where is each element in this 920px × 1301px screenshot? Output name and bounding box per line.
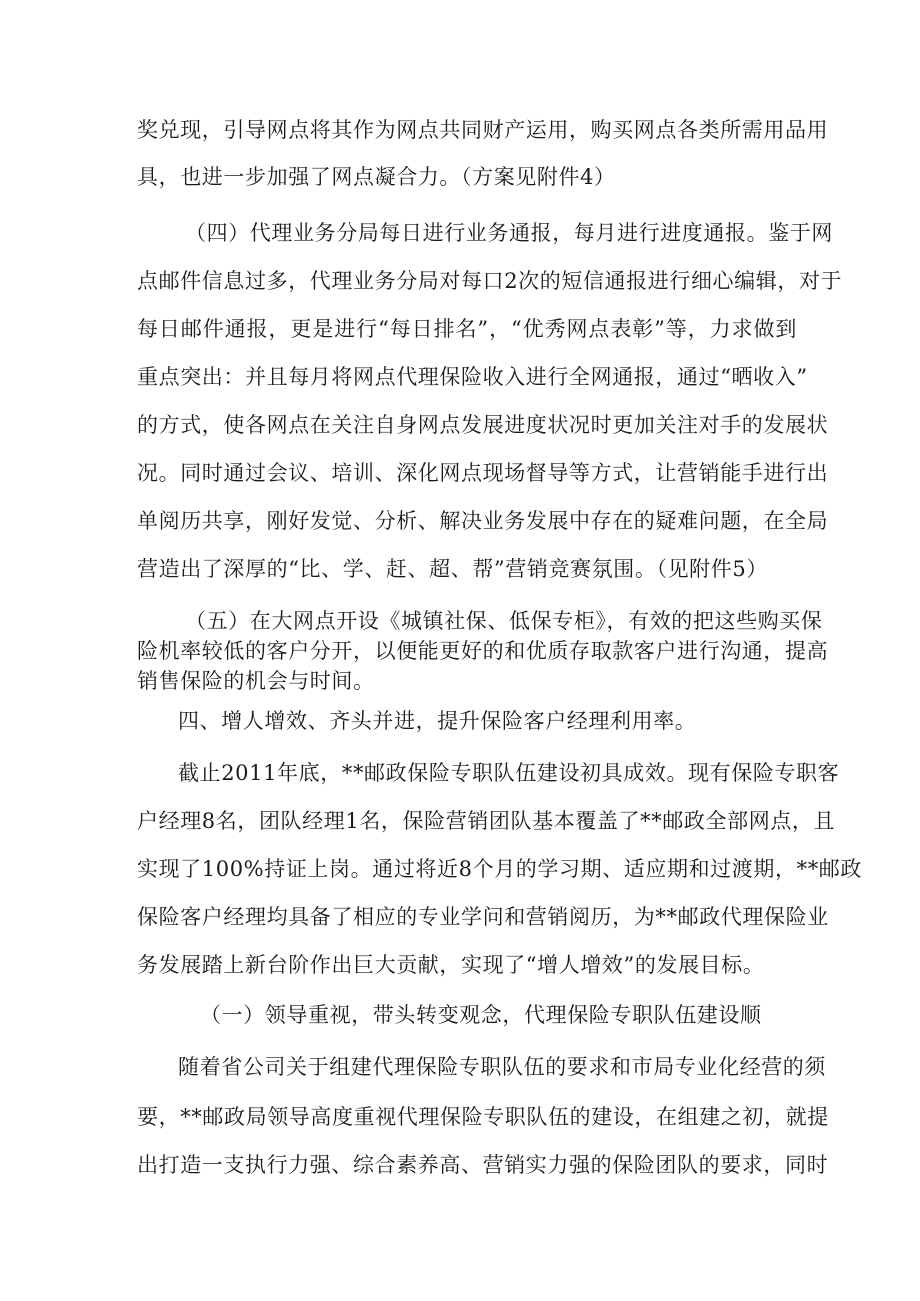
paragraph-line: 要，**邮政局领导高度重视代理保险专职队伍的建设，在组建之初，就提 <box>137 1105 829 1129</box>
paragraph-line: 每日邮件通报，更是进行“每日排名”，“优秀网点表彰”等，力求做到 <box>137 317 797 341</box>
subsection-heading: （一）领导重视，带头转变观念，代理保险专职队伍建设顺 <box>200 1003 762 1027</box>
paragraph-line: 截止2011年底，**邮政保险专职队伍建设初具成效。现有保险专职客 <box>178 761 840 785</box>
paragraph-line: 险机率较低的客户分开，以便能更好的和优质存取款客户进行沟通，提高 <box>137 639 829 663</box>
paragraph-line: 实现了100%持证上岗。通过将近8个月的学习期、适应期和过渡期，**邮政 <box>137 857 862 881</box>
paragraph-line: 出打造一支执行力强、综合素养高、营销实力强的保险团队的要求，同时 <box>137 1153 829 1177</box>
paragraph-line: （五）在大网点开设《城镇社保、低保专柜》，有效的把这些购买保 <box>185 609 823 633</box>
paragraph-line: 点邮件信息过多，代理业务分局对每口2次的短信通报进行细心编辑，对于 <box>137 269 843 293</box>
paragraph-line: 的方式，使各网点在关注自身网点发展进度状况时更加关注对手的发展状 <box>137 413 829 437</box>
paragraph-line: 营造出了深厚的“比、学、赶、超、帮”营销竞赛氛围。（见附件5） <box>137 557 768 581</box>
paragraph-line: 销售保险的机会与时间。 <box>137 669 375 693</box>
paragraph-line: 保险客户经理均具备了相应的专业学问和营销阅历，为**邮政代理保险业 <box>137 905 829 929</box>
section-heading: 四、增人增效、齐头并进，提升保险客户经理利用率。 <box>178 709 697 733</box>
paragraph-line: 具，也进一步加强了网点凝合力。（方案见附件4） <box>137 165 616 189</box>
paragraph-line: 重点突出：并且每月将网点代理保险收入进行全网通报，通过“晒收入” <box>137 365 808 389</box>
paragraph-line: （四）代理业务分局每日进行业务通报，每月进行进度通报。鉴于网 <box>185 221 833 245</box>
paragraph-line: 况。同时通过会议、培训、深化网点现场督导等方式，让营销能手进行出 <box>137 461 829 485</box>
paragraph-line: 奖兑现，引导网点将其作为网点共同财产运用，购买网点各类所需用品用 <box>137 118 829 142</box>
paragraph-line: 户经理8名，团队经理1名，保险营销团队基本覆盖了**邮政全部网点，且 <box>137 809 836 833</box>
paragraph-line: 单阅历共享，刚好发觉、分析、解决业务发展中存在的疑难问题，在全局 <box>137 509 829 533</box>
paragraph-line: 务发展踏上新台阶作出巨大贡献，实现了“增人增效”的发展目标。 <box>137 953 765 977</box>
paragraph-line: 随着省公司关于组建代理保险专职队伍的要求和市局专业化经营的须 <box>178 1055 826 1079</box>
